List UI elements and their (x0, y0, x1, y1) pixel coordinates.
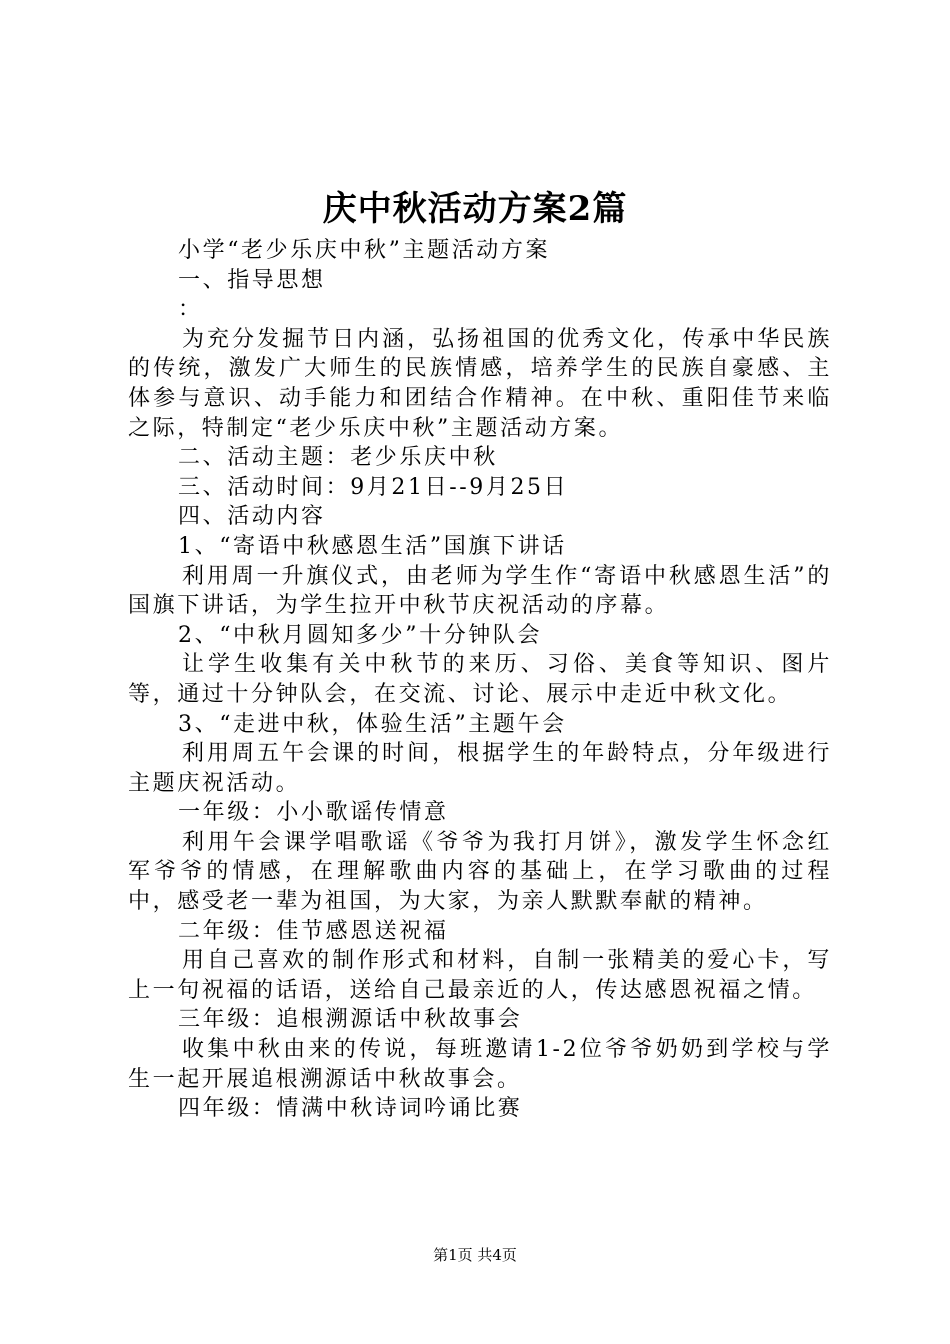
section-heading: 三、活动时间：9月21日--9月25日 (178, 474, 569, 500)
paragraph: 为充分发掘节日内涵，弘扬祖国的优秀文化，传承中华民族的传统，激发广大师生的民族情感，培养学生的民族自豪感、主体参与意识、动手能力和团结合作精神。在中秋、重阳佳节来临之际，特制定“老少乐庆中秋”主题活动方案。 (128, 326, 832, 441)
paragraph: 用自己喜欢的制作形式和材料，自制一张精美的爱心卡，写上一句祝福的话语，送给自己最亲近的人，传达感恩祝福之情。 (128, 948, 832, 1003)
subsection-heading: 3、“走进中秋，体验生活”主题午会 (178, 711, 567, 737)
paragraph: 利用周一升旗仪式，由老师为学生作“寄语中秋感恩生活”的国旗下讲话，为学生拉开中秋节庆祝活动的序幕。 (128, 563, 832, 619)
paragraph: 收集中秋由来的传说，每班邀请1-2位爷爷奶奶到学校与学生一起开展追根溯源话中秋故事会。 (128, 1037, 832, 1092)
paragraph: 利用周五午会课的时间，根据学生的年龄特点，分年级进行主题庆祝活动。 (128, 741, 832, 796)
grade-heading: 二年级：佳节感恩送祝福 (178, 918, 449, 944)
document-title: 庆中秋活动方案2篇 (322, 189, 628, 229)
subsection-heading: 2、“中秋月圆知多少”十分钟队会 (178, 622, 543, 648)
paragraph: 利用午会课学唱歌谣《爷爷为我打月饼》，激发学生怀念红军爷爷的情感，在理解歌曲内容的基础上，在学习歌曲的过程中，感受老一辈为祖国，为大家，为亲人默默奉献的精神。 (128, 829, 832, 915)
subtitle: 小学“老少乐庆中秋”主题活动方案 (178, 238, 551, 263)
document-body (128, 236, 832, 1124)
subsection-heading: 1、“寄语中秋感恩生活”国旗下讲话 (178, 533, 567, 559)
section-heading: 一、指导思想 (178, 267, 326, 293)
grade-heading: 一年级：小小歌谣传情意 (178, 800, 449, 826)
colon-line: ： (178, 297, 203, 323)
paragraph: 让学生收集有关中秋节的来历、习俗、美食等知识、图片等，通过十分钟队会，在交流、讨论、展示中走近中秋文化。 (128, 652, 832, 707)
section-heading: 四、活动内容 (178, 504, 326, 530)
page-number-footer: 第1页 共4页 (433, 1246, 517, 1264)
grade-heading: 三年级：追根溯源话中秋故事会 (178, 1007, 523, 1033)
grade-heading: 四年级：情满中秋诗词吟诵比赛 (178, 1096, 523, 1122)
section-heading: 二、活动主题：老少乐庆中秋 (178, 445, 498, 471)
